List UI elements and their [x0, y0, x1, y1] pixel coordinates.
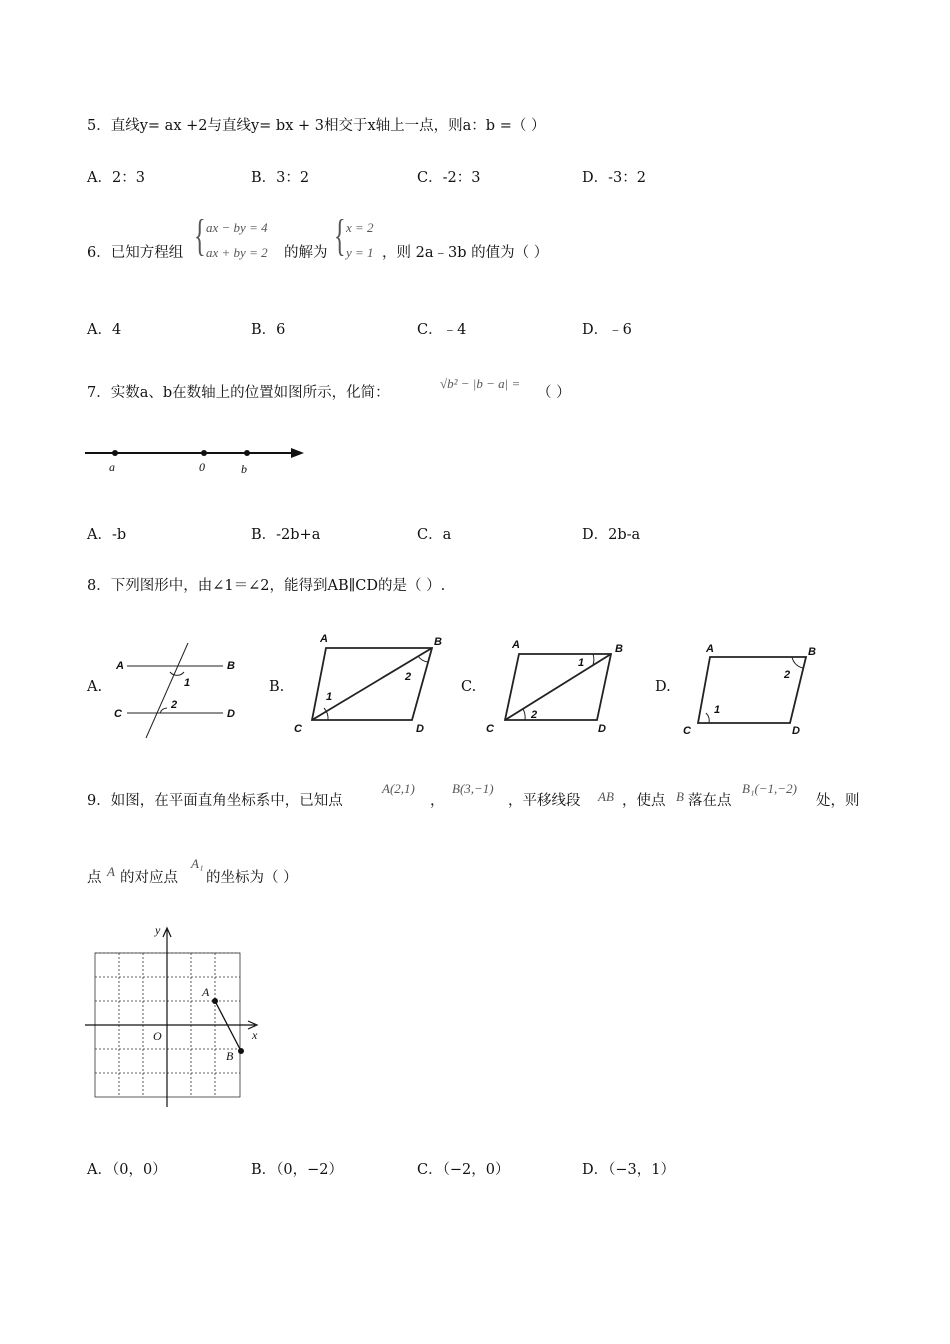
q7-option-a[interactable]: A．-b [87, 527, 127, 543]
q9-point-a-ref: A [107, 864, 115, 879]
q8-option-a-letter[interactable]: A. [87, 679, 103, 695]
label-2: 2 [784, 669, 791, 681]
label-A: A [706, 643, 714, 655]
q7-stem: 7．实数a、b在数轴上的位置如图所示，化简： [87, 385, 390, 401]
label-C: C [294, 723, 302, 735]
label-C: C [683, 725, 691, 737]
q6-solution-2: y = 1 [346, 245, 374, 260]
q7-paren: （ ） [537, 385, 571, 401]
label-1: 1 [578, 657, 585, 669]
label-A: A [116, 660, 124, 672]
label-D: D [227, 708, 235, 720]
label-x: x [252, 1028, 258, 1042]
label-B: B [226, 1049, 234, 1063]
q5-option-b[interactable]: B．3：2 [251, 170, 310, 186]
q5-option-a[interactable]: A．2：3 [87, 170, 145, 186]
q7-option-d[interactable]: D．2b-a [582, 527, 641, 543]
q6-suffix: ，则 2a﹣3b 的值为（ ） [382, 245, 549, 261]
label-D: D [598, 723, 606, 735]
label-y: y [155, 923, 161, 937]
q5-option-d[interactable]: D．-3：2 [582, 170, 646, 186]
label-2: 2 [531, 709, 538, 721]
q8-stem: 8．下列图形中，由∠1＝∠2，能得到AB∥CD的是（ ）. [87, 578, 446, 594]
point-zero-dot [201, 450, 207, 456]
point-A-dot [212, 998, 218, 1004]
label-A: A [202, 985, 210, 999]
q8-figure-c [483, 636, 633, 741]
q9-point-b-ref: B [676, 789, 684, 804]
label-A: A [320, 633, 328, 645]
q9-coordinate-grid [85, 920, 265, 1110]
label-B: B [434, 636, 442, 648]
label-C: C [114, 708, 122, 720]
q9-point-b: B(3,−1) [452, 781, 494, 796]
label-a: a [109, 460, 115, 474]
q6-option-d[interactable]: D．﹣6 [582, 322, 632, 338]
label-A: A [512, 639, 520, 651]
label-D: D [792, 725, 800, 737]
point-b-dot [244, 450, 250, 456]
q8-figure-a [110, 638, 245, 743]
label-1: 1 [714, 704, 721, 716]
label-B: B [227, 660, 235, 672]
q9-segment-ab: AB [598, 789, 614, 804]
q6-option-b[interactable]: B．6 [251, 322, 286, 338]
q9-mid-3: 落在点 [688, 793, 732, 809]
label-D: D [416, 723, 424, 735]
q9-stem-prefix: 9．如图，在平面直角坐标系中，已知点 [87, 793, 343, 809]
q5-stem: 5．直线y= ax +2与直线y= bx + 3相交于x轴上一点，则a：b =（ ） [87, 118, 546, 134]
label-B: B [615, 643, 623, 655]
q9-line2-end: 的坐标为（ ） [206, 870, 298, 886]
q9-line2-mid: 的对应点 [120, 870, 178, 886]
point-a-dot [112, 450, 118, 456]
q9-option-c[interactable]: C．（−2，0） [417, 1162, 510, 1178]
label-O: O [153, 1029, 162, 1043]
label-b: b [241, 462, 247, 476]
q6-mid-text: 的解为 [284, 245, 328, 261]
label-zero: 0 [199, 460, 205, 474]
q9-comma: ， [430, 793, 445, 809]
q8-option-c-letter[interactable]: C. [461, 679, 477, 695]
q5-option-c[interactable]: C．-2：3 [417, 170, 481, 186]
q9-point-a1: A₁ [191, 856, 204, 871]
label-1: 1 [326, 691, 333, 703]
label-1: 1 [184, 677, 191, 689]
label-2: 2 [171, 699, 178, 711]
q8-option-d-letter[interactable]: D. [655, 679, 671, 695]
point-B-dot [238, 1048, 244, 1054]
q9-mid-1: ，平移线段 [508, 793, 581, 809]
q7-expression: √b² − |b − a| = [440, 376, 521, 391]
q9-point-b1: B₁(−1,−2) [742, 781, 797, 796]
q6-solution-1: x = 2 [346, 220, 374, 235]
label-C: C [486, 723, 494, 735]
q6-option-c[interactable]: C．﹣4 [417, 322, 467, 338]
q7-number-line [85, 440, 310, 480]
q6-equation-2: ax + by = 2 [206, 245, 268, 260]
q9-option-a[interactable]: A．（0，0） [87, 1162, 167, 1178]
label-2: 2 [405, 671, 412, 683]
q9-end-1: 处，则 [816, 793, 860, 809]
q6-solution-brace: { [334, 211, 346, 260]
q8-option-b-letter[interactable]: B. [269, 679, 285, 695]
q6-stem-prefix: 6．已知方程组 [87, 245, 184, 261]
q9-point-a: A(2,1) [382, 781, 415, 796]
q9-line2-prefix: 点 [87, 870, 102, 886]
q9-option-d[interactable]: D．（−3，1） [582, 1162, 675, 1178]
q7-option-b[interactable]: B．-2b+a [251, 527, 321, 543]
q6-system-brace: { [194, 211, 206, 260]
q6-option-a[interactable]: A．4 [87, 322, 122, 338]
q9-mid-2: ，使点 [622, 793, 666, 809]
q8-figure-d [678, 640, 828, 740]
label-B: B [808, 646, 816, 658]
q7-option-c[interactable]: C．a [417, 527, 452, 543]
q9-option-b[interactable]: B．（0，−2） [251, 1162, 344, 1178]
q8-figure-b [290, 630, 450, 740]
q6-equation-1: ax − by = 4 [206, 220, 268, 235]
